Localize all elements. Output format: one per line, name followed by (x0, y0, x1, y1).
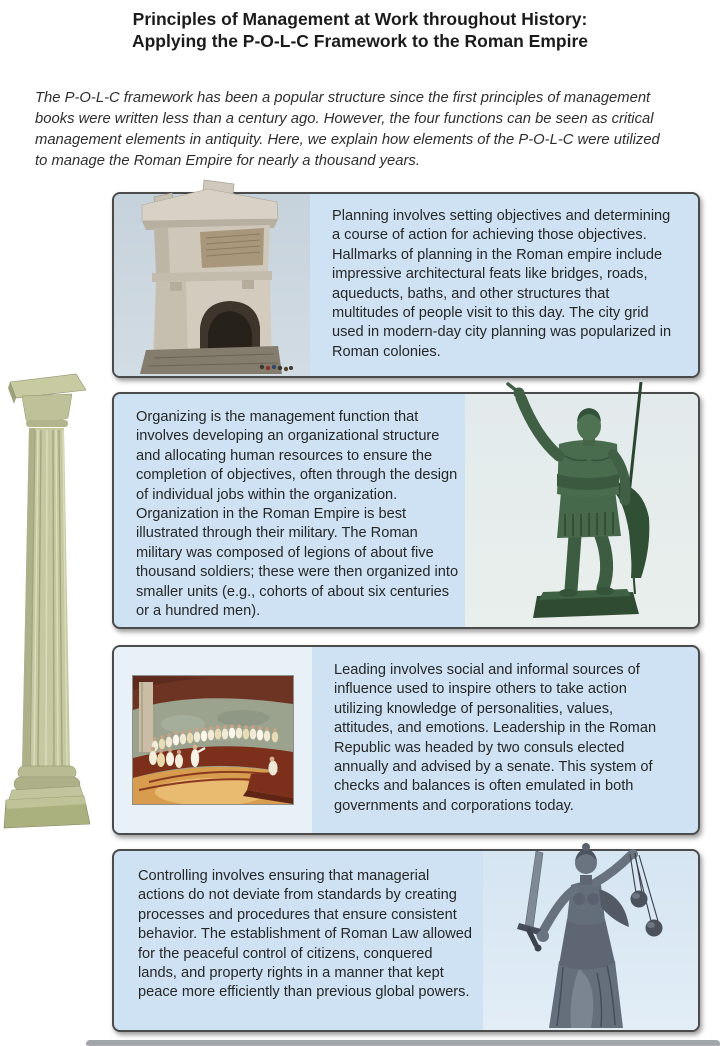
polc-section-organizing (112, 392, 700, 629)
planning-image-wrap (114, 178, 310, 374)
intro-paragraph: The P-O-L-C framework has been a popular structure since the first principles of management books were written less than a century ago. However, the four functions can be seen as critical management elements in antiquity. Here, we explain how elements of the P-O-L-C were utilized to manage the Roman Empire for nearly a thousand years. (35, 90, 660, 169)
leading-paragraph: Leading involves social and informal sources of influence used to inspire others to take action utilizing knowledge of personalities, values, attitudes, and emotions. Leadership in the Roman Republic was headed by two consuls elected annually and advised by a senate. This system of checks and balances is often emulated in both governments and corporations today. (334, 662, 657, 814)
lady-justice-statue-photo (483, 841, 698, 1028)
page-title-line2: Applying the P-O-L-C Framework to the Roman Empire (131, 31, 588, 51)
controlling-image-wrap (483, 841, 698, 1028)
roman-column-image-container (2, 366, 92, 846)
roman-column-photo (2, 366, 92, 846)
polc-section-controlling (112, 849, 700, 1032)
roman-senate-painting (133, 676, 293, 804)
polc-section-leading (112, 645, 700, 835)
arch-of-titus-photo (114, 178, 310, 374)
polc-section-planning (112, 192, 700, 378)
page-title-line1: Principles of Management at Work throughout History: (132, 9, 588, 29)
controlling-paragraph: Controlling involves ensuring that managerial actions do not deviate from standards by creating processes and procedures that ensure consistent behavior. The establishment of Roman Law allowed for the peaceful control of citizens, conquered lands, and property rights in a manner that kept peace more efficiently than previous global powers. (138, 868, 472, 1001)
organizing-image-wrap (465, 382, 698, 625)
augustus-bronze-statue-photo (465, 382, 698, 625)
planning-paragraph: Planning involves setting objectives and determining a course of action for achieving those objectives. Hallmarks of planning in the Roman empire include impressive architectural feats like bridges, roads, aqueducts, baths, and other structures that multitudes of people visit to this day. The city grid used in modern-day city planning was popularized in Roman colonies. (332, 208, 672, 360)
organizing-paragraph: Organizing is the management function that involves developing an organizational structure and allocating human resources to ensure the completion of objectives, often through the design of individual jobs within the organization. Organization in the Roman Empire is best illustrated through their military. The Roman military was composed of legions of about five thousand soldiers; these were then organized into smaller units (e.g., cohorts of about six centuries or a hundred men). (136, 409, 459, 620)
next-figure-top-edge (86, 1040, 720, 1045)
page-title (0, 8, 720, 52)
